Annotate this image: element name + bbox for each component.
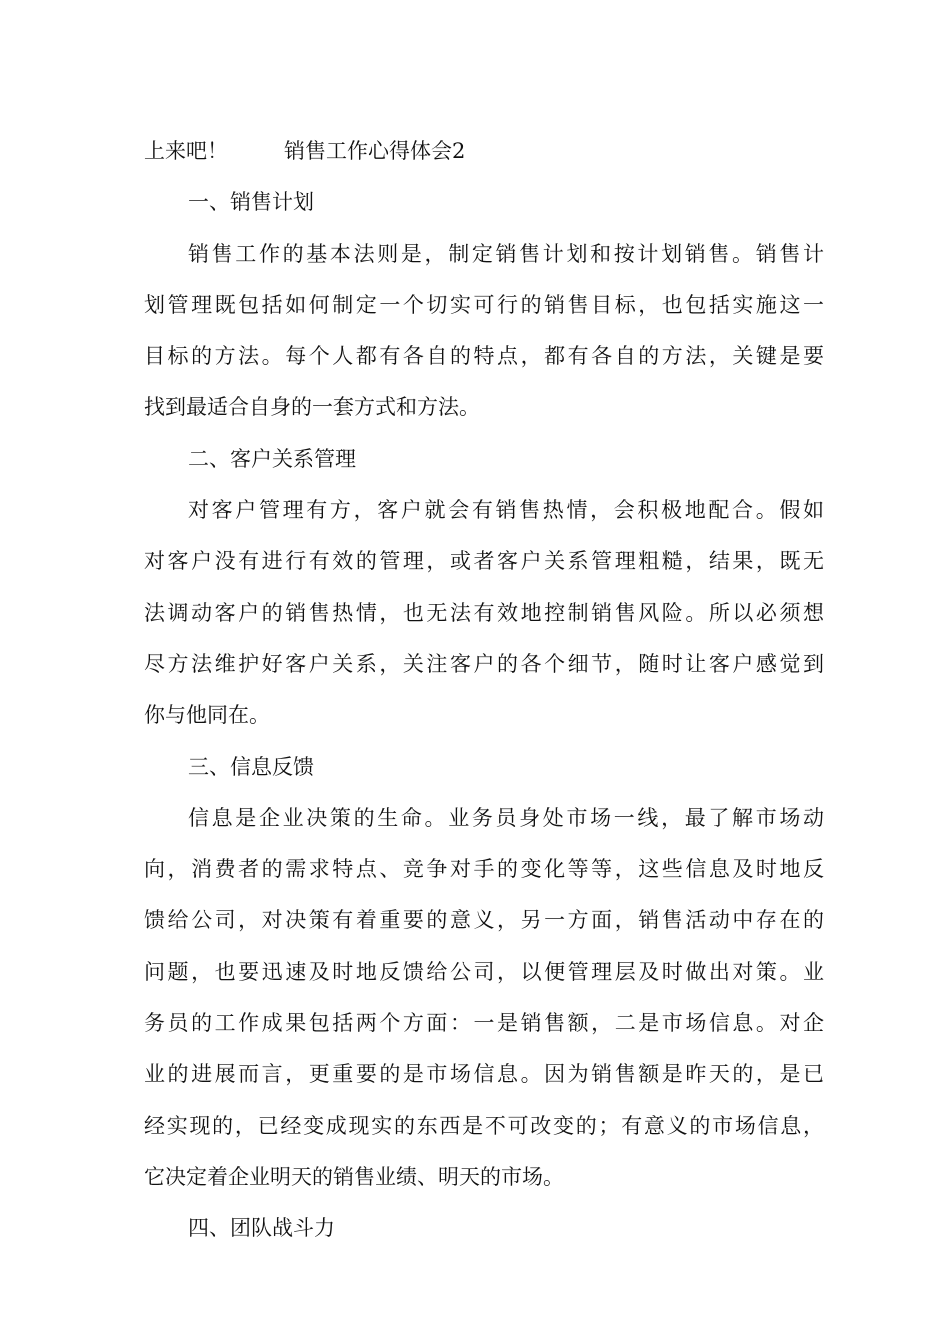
paragraph-line: 对客户没有进行有效的管理，或者客户关系管理粗糙，结果，既无 [144, 549, 824, 574]
continuation-text: 上来吧！ [144, 139, 228, 163]
paragraph-line: 你与他同在。 [144, 703, 270, 728]
section-heading: 四、团队战斗力 [188, 1216, 335, 1241]
document-page [144, 126, 824, 1255]
section-heading: 一、销售计划 [188, 190, 314, 215]
paragraph-line: 馈给公司，对决策有着重要的意义，另一方面，销售活动中存在的 [144, 908, 824, 933]
paragraph-line: 业的进展而言，更重要的是市场信息。因为销售额是昨天的，是已 [144, 1062, 824, 1087]
section-heading: 三、信息反馈 [188, 754, 314, 779]
title-line [144, 126, 824, 177]
paragraph-line: 它决定着企业明天的销售业绩、明天的市场。 [144, 1164, 564, 1189]
paragraph-line: 法调动客户的销售热情，也无法有效地控制销售风险。所以必须想 [144, 600, 824, 625]
section-heading: 二、客户关系管理 [188, 446, 356, 471]
paragraph-line: 对客户管理有方，客户就会有销售热情，会积极地配合。假如 [188, 498, 824, 523]
document-title: 销售工作心得体会2 [284, 139, 466, 163]
paragraph-line: 务员的工作成果包括两个方面：一是销售额，二是市场信息。对企 [144, 1011, 824, 1036]
paragraph-line: 目标的方法。每个人都有各自的特点，都有各自的方法，关键是要 [144, 344, 824, 369]
paragraph-line: 信息是企业决策的生命。业务员身处市场一线，最了解市场动 [188, 805, 824, 830]
paragraph-line: 问题，也要迅速及时地反馈给公司，以便管理层及时做出对策。业 [144, 959, 824, 984]
paragraph-line: 划管理既包括如何制定一个切实可行的销售目标，也包括实施这一 [144, 292, 824, 317]
paragraph-line: 向，消费者的需求特点、竞争对手的变化等等，这些信息及时地反 [144, 857, 824, 882]
paragraph-line: 找到最适合自身的一套方式和方法。 [144, 395, 480, 420]
paragraph-line: 销售工作的基本法则是，制定销售计划和按计划销售。销售计 [188, 241, 824, 266]
paragraph-line: 经实现的，已经变成现实的东西是不可改变的；有意义的市场信息， [144, 1113, 824, 1138]
paragraph-line: 尽方法维护好客户关系，关注客户的各个细节，随时让客户感觉到 [144, 651, 824, 676]
